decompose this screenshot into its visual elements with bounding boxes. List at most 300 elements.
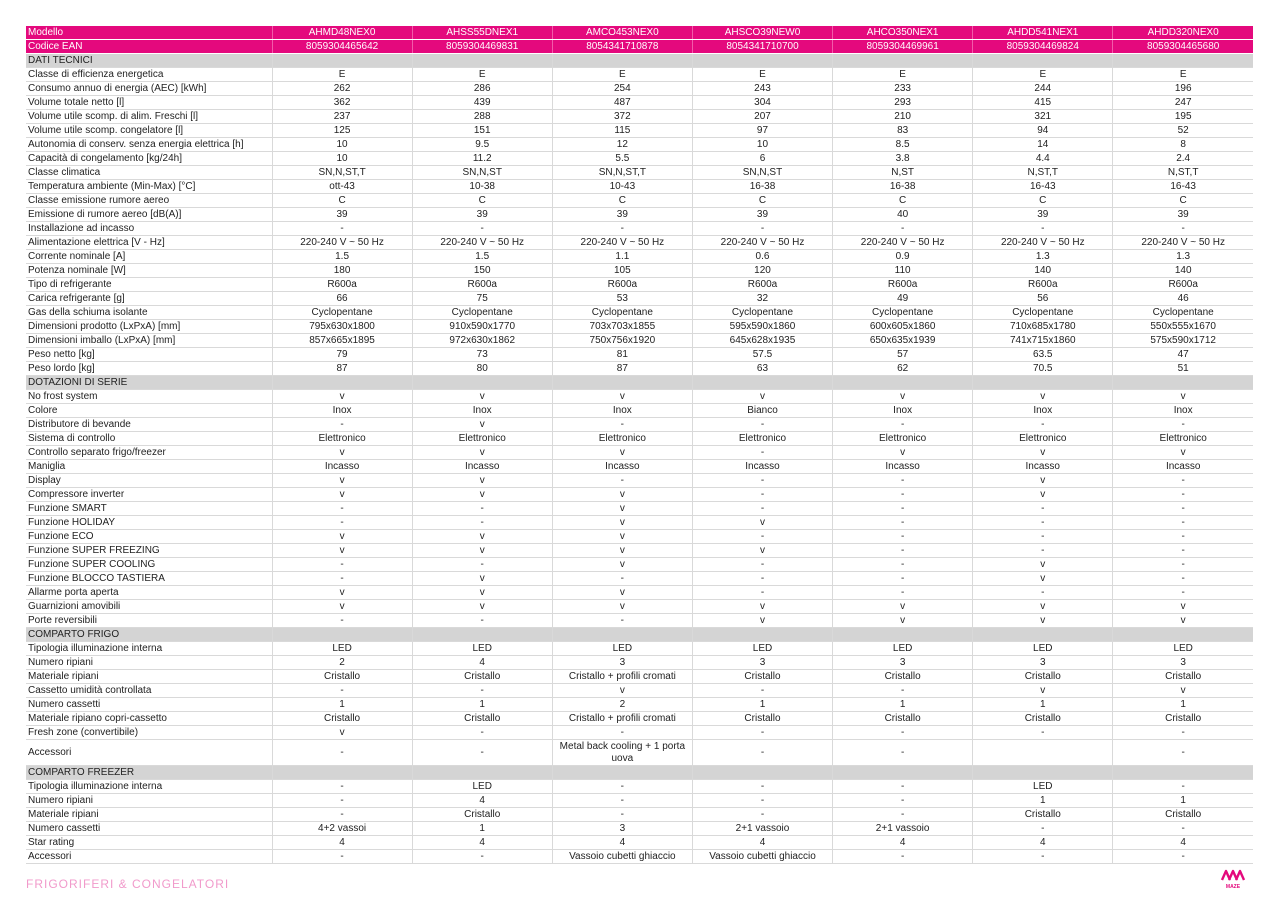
- section-title: DOTAZIONI DI SERIE: [26, 376, 272, 390]
- table-cell: Elettronico: [833, 432, 973, 446]
- section-filler: [412, 766, 552, 780]
- table-cell: Incasso: [552, 460, 692, 474]
- table-row: [26, 250, 1253, 264]
- table-row: [26, 850, 1253, 864]
- table-cell: 40: [833, 208, 973, 222]
- row-label: Peso lordo [kg]: [26, 362, 272, 376]
- table-cell: 39: [692, 208, 832, 222]
- table-cell: 247: [1113, 96, 1253, 110]
- table-row: [26, 488, 1253, 502]
- section-filler: [552, 628, 692, 642]
- table-cell: v: [692, 390, 832, 404]
- row-label: Alimentazione elettrica [V - Hz]: [26, 236, 272, 250]
- model-row-cell: AHDD541NEX1: [973, 26, 1113, 40]
- table-row: [26, 208, 1253, 222]
- table-cell: 16-43: [1113, 180, 1253, 194]
- table-cell: v: [1113, 446, 1253, 460]
- table-row: [26, 544, 1253, 558]
- table-cell: 47: [1113, 348, 1253, 362]
- table-cell: -: [833, 418, 973, 432]
- table-cell: v: [412, 586, 552, 600]
- table-cell: Inox: [833, 404, 973, 418]
- table-cell: Inox: [973, 404, 1113, 418]
- table-cell: E: [272, 68, 412, 82]
- table-cell: 1: [692, 698, 832, 712]
- table-cell: 1: [412, 698, 552, 712]
- row-label: Tipologia illuminazione interna: [26, 642, 272, 656]
- table-cell: 81: [552, 348, 692, 362]
- table-cell: Cyclopentane: [692, 306, 832, 320]
- table-cell: Inox: [272, 404, 412, 418]
- section-title: COMPARTO FREEZER: [26, 766, 272, 780]
- table-cell: -: [833, 726, 973, 740]
- table-cell: 1.3: [1113, 250, 1253, 264]
- table-cell: -: [833, 572, 973, 586]
- table-cell: v: [412, 418, 552, 432]
- table-cell: -: [833, 684, 973, 698]
- table-cell: -: [973, 850, 1113, 864]
- table-cell: 857x665x1895: [272, 334, 412, 348]
- table-cell: -: [412, 850, 552, 864]
- row-label: Maniglia: [26, 460, 272, 474]
- table-cell: -: [833, 502, 973, 516]
- section-filler: [973, 766, 1113, 780]
- table-cell: v: [412, 544, 552, 558]
- table-cell: LED: [412, 780, 552, 794]
- table-cell: v: [1113, 614, 1253, 628]
- table-cell: -: [412, 558, 552, 572]
- table-cell: Elettronico: [1113, 432, 1253, 446]
- table-cell: 286: [412, 82, 552, 96]
- table-cell: 150: [412, 264, 552, 278]
- table-cell: -: [1113, 558, 1253, 572]
- row-label: Materiale ripiano copri-cassetto: [26, 712, 272, 726]
- table-cell: -: [272, 418, 412, 432]
- row-label: Materiale ripiani: [26, 808, 272, 822]
- table-cell: Cristallo: [973, 712, 1113, 726]
- table-cell: -: [272, 850, 412, 864]
- table-row: [26, 292, 1253, 306]
- table-cell: v: [272, 530, 412, 544]
- row-label: Funzione SUPER COOLING: [26, 558, 272, 572]
- table-cell: N,ST: [833, 166, 973, 180]
- section-filler: [552, 54, 692, 68]
- table-cell: Cyclopentane: [272, 306, 412, 320]
- table-cell: -: [833, 516, 973, 530]
- table-cell: 1: [1113, 698, 1253, 712]
- table-cell: 703x703x1855: [552, 320, 692, 334]
- section-filler: [833, 766, 973, 780]
- table-cell: 4: [412, 656, 552, 670]
- table-cell: -: [692, 222, 832, 236]
- table-cell: 3: [973, 656, 1113, 670]
- table-cell: 53: [552, 292, 692, 306]
- table-cell: Elettronico: [552, 432, 692, 446]
- table-cell: v: [833, 390, 973, 404]
- row-label: Funzione SMART: [26, 502, 272, 516]
- row-label: Star rating: [26, 836, 272, 850]
- table-cell: v: [833, 600, 973, 614]
- table-cell: 105: [552, 264, 692, 278]
- table-cell: C: [272, 194, 412, 208]
- table-cell: v: [552, 446, 692, 460]
- table-cell: -: [833, 808, 973, 822]
- section-filler: [692, 766, 832, 780]
- table-cell: v: [692, 516, 832, 530]
- table-cell: 70.5: [973, 362, 1113, 376]
- table-cell: 110: [833, 264, 973, 278]
- table-row: [26, 446, 1253, 460]
- table-cell: -: [272, 502, 412, 516]
- row-label: Tipo di refrigerante: [26, 278, 272, 292]
- table-cell: -: [692, 780, 832, 794]
- table-row: [26, 264, 1253, 278]
- table-cell: 5.5: [552, 152, 692, 166]
- section-filler: [973, 628, 1113, 642]
- table-cell: E: [973, 68, 1113, 82]
- table-cell: 362: [272, 96, 412, 110]
- table-cell: C: [973, 194, 1113, 208]
- row-label: Gas della schiuma isolante: [26, 306, 272, 320]
- row-label: Colore: [26, 404, 272, 418]
- table-cell: -: [272, 794, 412, 808]
- table-cell: N,ST,T: [1113, 166, 1253, 180]
- table-cell: v: [1113, 684, 1253, 698]
- table-cell: 2: [272, 656, 412, 670]
- table-cell: -: [552, 780, 692, 794]
- table-cell: v: [272, 600, 412, 614]
- table-cell: Bianco: [692, 404, 832, 418]
- table-cell: v: [973, 684, 1113, 698]
- row-label: Display: [26, 474, 272, 488]
- table-cell: v: [412, 572, 552, 586]
- table-cell: 4: [272, 836, 412, 850]
- table-cell: -: [973, 822, 1113, 836]
- table-row: [26, 600, 1253, 614]
- section-filler: [973, 54, 1113, 68]
- table-cell: 237: [272, 110, 412, 124]
- table-cell: -: [412, 684, 552, 698]
- row-label: Carica refrigerante [g]: [26, 292, 272, 306]
- table-cell: 10: [272, 138, 412, 152]
- table-row: [26, 390, 1253, 404]
- row-label: Temperatura ambiente (Min-Max) [°C]: [26, 180, 272, 194]
- table-cell: v: [973, 614, 1113, 628]
- table-cell: 10: [692, 138, 832, 152]
- table-cell: v: [973, 474, 1113, 488]
- table-cell: 39: [973, 208, 1113, 222]
- table-row: [26, 712, 1253, 726]
- table-cell: 2: [552, 698, 692, 712]
- table-cell: -: [1113, 222, 1253, 236]
- table-cell: 94: [973, 124, 1113, 138]
- table-cell: v: [412, 600, 552, 614]
- table-cell: -: [552, 726, 692, 740]
- row-label: Consumo annuo di energia (AEC) [kWh]: [26, 82, 272, 96]
- ean-row-cell: 8059304465680: [1113, 40, 1253, 54]
- table-cell: 63: [692, 362, 832, 376]
- table-row: [26, 740, 1253, 766]
- section-filler: [833, 628, 973, 642]
- table-cell: C: [692, 194, 832, 208]
- table-cell: -: [692, 586, 832, 600]
- table-cell: LED: [692, 642, 832, 656]
- table-cell: 220-240 V ~ 50 Hz: [692, 236, 832, 250]
- table-cell: N,ST,T: [973, 166, 1113, 180]
- row-label: Classe climatica: [26, 166, 272, 180]
- table-cell: Metal back cooling + 1 porta uova: [552, 740, 692, 766]
- section-filler: [272, 376, 412, 390]
- table-cell: -: [272, 572, 412, 586]
- table-cell: 10: [272, 152, 412, 166]
- section-filler: [1113, 54, 1253, 68]
- table-cell: v: [692, 614, 832, 628]
- table-cell: Inox: [1113, 404, 1253, 418]
- table-cell: -: [412, 740, 552, 766]
- table-cell: Incasso: [412, 460, 552, 474]
- table-cell: -: [973, 726, 1113, 740]
- table-cell: Incasso: [973, 460, 1113, 474]
- table-cell: 487: [552, 96, 692, 110]
- table-cell: Cristallo: [412, 670, 552, 684]
- table-cell: -: [692, 530, 832, 544]
- row-label: Volume utile scomp. di alim. Freschi [l]: [26, 110, 272, 124]
- table-cell: -: [1113, 726, 1253, 740]
- table-cell: Cristallo: [833, 712, 973, 726]
- table-cell: -: [973, 586, 1113, 600]
- table-cell: 650x635x1939: [833, 334, 973, 348]
- row-label: Cassetto umidità controllata: [26, 684, 272, 698]
- table-cell: 196: [1113, 82, 1253, 96]
- table-cell: LED: [1113, 642, 1253, 656]
- table-cell: v: [272, 390, 412, 404]
- table-cell: 372: [552, 110, 692, 124]
- row-label: Potenza nominale [W]: [26, 264, 272, 278]
- row-label: Volume utile scomp. congelatore [l]: [26, 124, 272, 138]
- table-cell: 12: [552, 138, 692, 152]
- table-cell: 293: [833, 96, 973, 110]
- table-cell: 16-43: [973, 180, 1113, 194]
- table-cell: v: [973, 572, 1113, 586]
- table-cell: -: [1113, 850, 1253, 864]
- table-cell: 1: [973, 698, 1113, 712]
- table-cell: v: [973, 558, 1113, 572]
- section-filler: [412, 54, 552, 68]
- table-cell: 9.5: [412, 138, 552, 152]
- table-cell: 600x605x1860: [833, 320, 973, 334]
- table-cell: 11.2: [412, 152, 552, 166]
- table-cell: -: [833, 780, 973, 794]
- table-row: [26, 474, 1253, 488]
- table-cell: v: [552, 544, 692, 558]
- table-cell: -: [552, 794, 692, 808]
- table-cell: C: [552, 194, 692, 208]
- table-cell: -: [833, 740, 973, 766]
- table-cell: 3: [552, 822, 692, 836]
- table-row: [26, 698, 1253, 712]
- table-row: [26, 822, 1253, 836]
- table-cell: Cyclopentane: [412, 306, 552, 320]
- table-cell: 595x590x1860: [692, 320, 832, 334]
- table-cell: Cyclopentane: [833, 306, 973, 320]
- table-cell: E: [1113, 68, 1253, 82]
- table-cell: 1: [272, 698, 412, 712]
- table-cell: Elettronico: [973, 432, 1113, 446]
- table-cell: 49: [833, 292, 973, 306]
- table-cell: [973, 740, 1113, 766]
- table-cell: -: [412, 502, 552, 516]
- table-row: [26, 96, 1253, 110]
- table-cell: 39: [1113, 208, 1253, 222]
- table-cell: 210: [833, 110, 973, 124]
- ean-row-cell: 8054341710878: [552, 40, 692, 54]
- table-cell: R600a: [552, 278, 692, 292]
- table-cell: SN,N,ST: [412, 166, 552, 180]
- row-label: Peso netto [kg]: [26, 348, 272, 362]
- table-row: [26, 572, 1253, 586]
- model-row-cell: AHSS55DNEX1: [412, 26, 552, 40]
- table-cell: Inox: [552, 404, 692, 418]
- table-cell: Cyclopentane: [973, 306, 1113, 320]
- table-cell: -: [272, 222, 412, 236]
- table-cell: 795x630x1800: [272, 320, 412, 334]
- table-cell: -: [552, 474, 692, 488]
- table-row: [26, 82, 1253, 96]
- table-cell: 195: [1113, 110, 1253, 124]
- table-cell: 1: [1113, 794, 1253, 808]
- table-cell: -: [552, 222, 692, 236]
- row-label: Dimensioni prodotto (LxPxA) [mm]: [26, 320, 272, 334]
- table-cell: -: [973, 418, 1113, 432]
- table-cell: Cristallo: [1113, 808, 1253, 822]
- table-cell: -: [692, 572, 832, 586]
- table-cell: -: [692, 684, 832, 698]
- row-label: Capacità di congelamento [kg/24h]: [26, 152, 272, 166]
- table-cell: 1: [412, 822, 552, 836]
- haier-maze-logo-icon: [1220, 868, 1248, 890]
- table-cell: -: [1113, 516, 1253, 530]
- table-cell: v: [973, 488, 1113, 502]
- table-cell: R600a: [833, 278, 973, 292]
- table-cell: 4.4: [973, 152, 1113, 166]
- table-row: [26, 194, 1253, 208]
- table-cell: 2+1 vassoio: [833, 822, 973, 836]
- table-cell: 220-240 V ~ 50 Hz: [833, 236, 973, 250]
- table-row: [26, 684, 1253, 698]
- table-cell: -: [552, 808, 692, 822]
- table-cell: v: [1113, 600, 1253, 614]
- table-row: [26, 808, 1253, 822]
- table-row: [26, 362, 1253, 376]
- section-title: DATI TECNICI: [26, 54, 272, 68]
- row-label: Emissione di rumore aereo [dB(A)]: [26, 208, 272, 222]
- table-cell: 97: [692, 124, 832, 138]
- table-cell: Elettronico: [412, 432, 552, 446]
- row-label: Accessori: [26, 850, 272, 864]
- table-cell: v: [272, 446, 412, 460]
- table-cell: v: [692, 600, 832, 614]
- table-cell: SN,N,ST,T: [272, 166, 412, 180]
- table-cell: LED: [833, 642, 973, 656]
- table-cell: C: [1113, 194, 1253, 208]
- model-row-cell: AMCO453NEX0: [552, 26, 692, 40]
- table-cell: v: [973, 390, 1113, 404]
- table-cell: 56: [973, 292, 1113, 306]
- model-row-cell: AHCO350NEX1: [833, 26, 973, 40]
- table-cell: 10-38: [412, 180, 552, 194]
- table-cell: v: [552, 684, 692, 698]
- table-cell: 220-240 V ~ 50 Hz: [973, 236, 1113, 250]
- table-cell: Cristallo: [412, 808, 552, 822]
- table-cell: -: [833, 544, 973, 558]
- table-cell: -: [692, 474, 832, 488]
- table-cell: -: [692, 488, 832, 502]
- table-cell: -: [1113, 502, 1253, 516]
- table-cell: -: [1113, 822, 1253, 836]
- table-cell: 140: [973, 264, 1113, 278]
- table-cell: -: [1113, 530, 1253, 544]
- table-cell: 4: [692, 836, 832, 850]
- section-filler: [833, 376, 973, 390]
- table-row: [26, 780, 1253, 794]
- table-row: [26, 236, 1253, 250]
- table-cell: 16-38: [833, 180, 973, 194]
- table-row: [26, 558, 1253, 572]
- row-label: Allarme porta aperta: [26, 586, 272, 600]
- table-row: [26, 418, 1253, 432]
- table-row: [26, 642, 1253, 656]
- table-cell: -: [272, 516, 412, 530]
- table-cell: 220-240 V ~ 50 Hz: [552, 236, 692, 250]
- ean-row-cell: 8054341710700: [692, 40, 832, 54]
- table-row: [26, 670, 1253, 684]
- table-cell: 120: [692, 264, 832, 278]
- table-cell: Cristallo: [272, 712, 412, 726]
- table-cell: 288: [412, 110, 552, 124]
- table-cell: -: [833, 474, 973, 488]
- table-cell: -: [552, 572, 692, 586]
- table-cell: v: [412, 488, 552, 502]
- table-cell: -: [833, 558, 973, 572]
- table-cell: v: [552, 558, 692, 572]
- table-cell: 3: [692, 656, 832, 670]
- table-cell: -: [692, 418, 832, 432]
- row-label: Tipologia illuminazione interna: [26, 780, 272, 794]
- table-row: [26, 516, 1253, 530]
- table-cell: 2.4: [1113, 152, 1253, 166]
- table-row: [26, 726, 1253, 740]
- table-cell: 57: [833, 348, 973, 362]
- row-label: Numero cassetti: [26, 698, 272, 712]
- table-cell: 66: [272, 292, 412, 306]
- table-cell: C: [833, 194, 973, 208]
- table-cell: 87: [272, 362, 412, 376]
- table-cell: -: [833, 794, 973, 808]
- table-cell: LED: [412, 642, 552, 656]
- table-cell: E: [552, 68, 692, 82]
- table-row: [26, 334, 1253, 348]
- table-cell: 4: [412, 836, 552, 850]
- row-label: Funzione HOLIDAY: [26, 516, 272, 530]
- table-cell: -: [552, 614, 692, 628]
- row-label: Guarnizioni amovibili: [26, 600, 272, 614]
- table-cell: Cyclopentane: [1113, 306, 1253, 320]
- table-cell: Incasso: [833, 460, 973, 474]
- table-cell: 151: [412, 124, 552, 138]
- table-cell: v: [552, 530, 692, 544]
- table-row: [26, 166, 1253, 180]
- table-cell: v: [412, 390, 552, 404]
